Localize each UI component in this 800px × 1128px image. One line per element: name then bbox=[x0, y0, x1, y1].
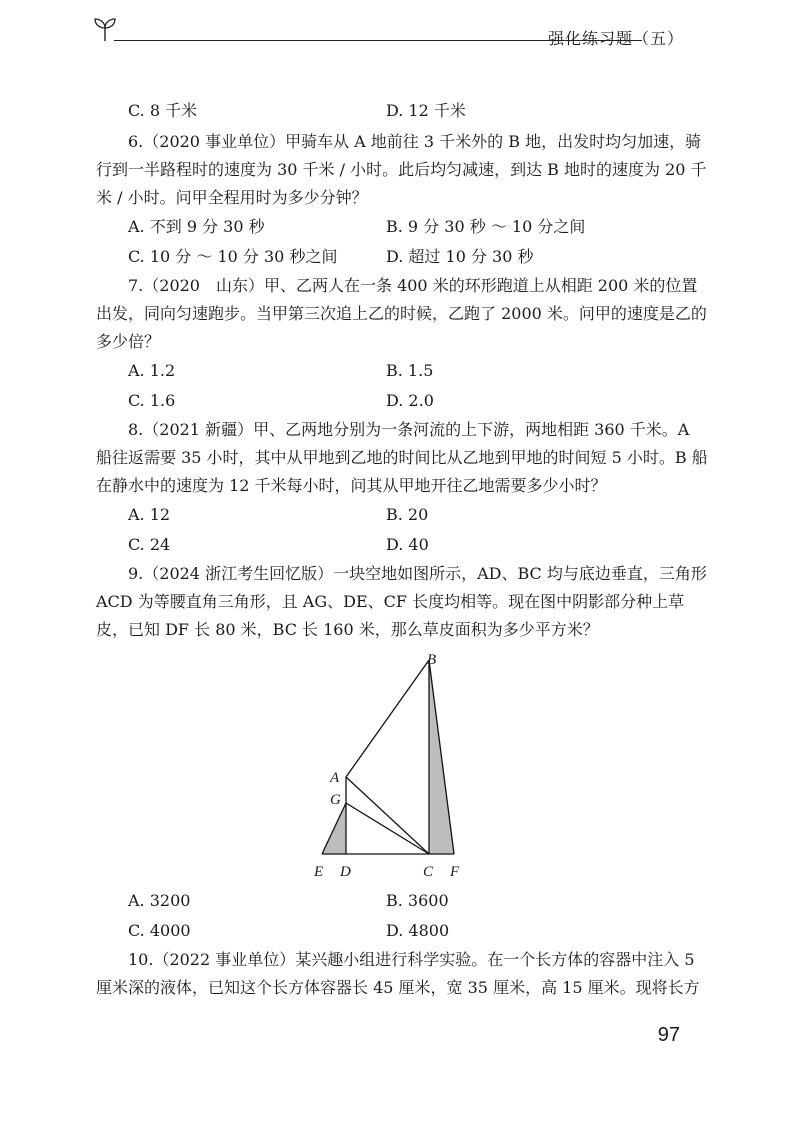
q9-option-b: B. 3600 bbox=[386, 891, 449, 910]
segment-gc bbox=[346, 803, 429, 854]
q8-stem: 8.（2021 新疆）甲、乙两地分别为一条河流的上下游，两地相距 360 千米。A 船往返需要 35 小时，其中从甲地到乙地的时间比从乙地到甲地的时间短 5 小时。B 船在静水中的速度为 12 千米每小时，问其从甲地开往乙地需要多少小时？ bbox=[96, 420, 708, 495]
q7-option-a: A. 1.2 bbox=[128, 361, 176, 380]
q9-options bbox=[128, 886, 708, 946]
geometry-diagram bbox=[96, 652, 708, 882]
q10-stem: 10.（2022 事业单位）某兴趣小组进行科学实验。在一个长方体的容器中注入 5 厘米深的液体，已知这个长方体容器长 45 厘米，宽 35 厘米，高 15 厘米。现将长方 bbox=[96, 950, 700, 997]
q8-option-a: A. 12 bbox=[128, 505, 171, 524]
label-d: D bbox=[340, 864, 351, 880]
q9-option-c: C. 4000 bbox=[128, 921, 191, 940]
page-header bbox=[92, 12, 692, 52]
label-g: G bbox=[330, 792, 341, 808]
q9-option-d: D. 4800 bbox=[386, 921, 450, 940]
q6-option-c: C. 10 分 ～ 10 分 30 秒之间 bbox=[128, 247, 338, 266]
q6-options bbox=[128, 212, 708, 272]
q7-stem: 7.（2020 山东）甲、乙两人在一条 400 米的环形跑道上从相距 200 米的位置出发，同向匀速跑步。当甲第三次追上乙的时候，乙跑了 2000 米。问甲的速度是乙的多少倍？ bbox=[96, 276, 707, 351]
label-a: A bbox=[330, 770, 340, 786]
q7-option-d: D. 2.0 bbox=[386, 391, 434, 410]
q6-option-a: A. 不到 9 分 30 秒 bbox=[128, 217, 265, 236]
sprout-icon bbox=[92, 14, 118, 42]
segment-ab bbox=[346, 660, 429, 777]
q7-options bbox=[128, 356, 708, 416]
q5-options bbox=[128, 96, 708, 126]
q5-option-c: C. 8 千米 bbox=[128, 101, 198, 120]
q8-option-b: B. 20 bbox=[386, 505, 429, 524]
q6-option-b: B. 9 分 30 秒 ～ 10 分之间 bbox=[386, 217, 586, 236]
q9-geometry-figure bbox=[96, 652, 708, 882]
q8-option-c: C. 24 bbox=[128, 535, 171, 554]
segment-ac bbox=[346, 777, 429, 854]
q7-option-b: B. 1.5 bbox=[386, 361, 434, 380]
q7-option-c: C. 1.6 bbox=[128, 391, 176, 410]
q5-option-d: D. 12 千米 bbox=[386, 101, 466, 120]
q8-options bbox=[128, 500, 708, 560]
q8-option-d: D. 40 bbox=[386, 535, 429, 554]
page-number: 97 bbox=[657, 1024, 680, 1046]
q9-stem: 9.（2024 浙江考生回忆版）一块空地如图所示，AD、BC 均与底边垂直，三角形 ACD 为等腰直角三角形，且 AG、DE、CF 长度均相等。现在图中阴影部分种上草皮，已知 DF 长 80 米，BC 长 160 米，那么草皮面积为多少平方米？ bbox=[96, 564, 707, 639]
page-content bbox=[96, 96, 708, 1002]
label-b: B bbox=[427, 652, 437, 668]
label-e: E bbox=[314, 864, 324, 880]
chapter-title: 强化练习题（五） bbox=[547, 29, 684, 48]
q9-option-a: A. 3200 bbox=[128, 891, 191, 910]
q6-stem: 6.（2020 事业单位）甲骑车从 A 地前往 3 千米外的 B 地，出发时均匀加速，骑行到一半路程时的速度为 30 千米 / 小时。此后均匀减速，到达 B 地时的速度为 20 千米 / 小时。问甲全程用时为多少分钟？ bbox=[96, 132, 707, 207]
label-f: F bbox=[450, 864, 460, 880]
label-c: C bbox=[423, 864, 434, 880]
q6-option-d: D. 超过 10 分 30 秒 bbox=[386, 247, 534, 266]
